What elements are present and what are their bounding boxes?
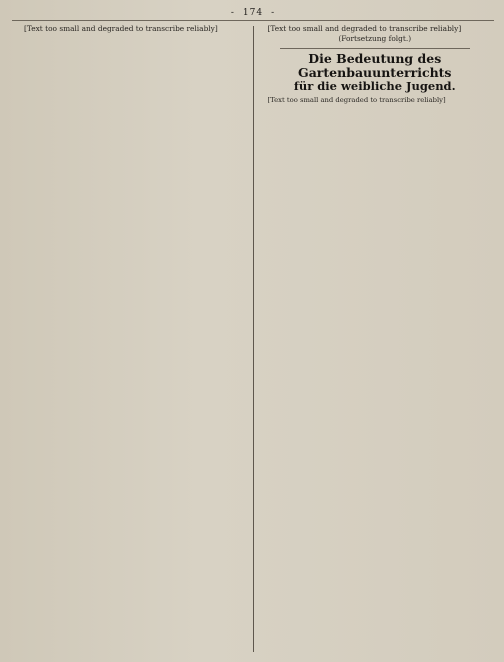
section-divider-rule [280,48,471,49]
page-header [12,6,494,21]
left-paragraph: [Text too small and degraded to transcribe reliably] [24,24,218,33]
page-number: 174 [242,8,264,18]
continuation-note: (Fortsetzung folgt.) [338,34,412,44]
right-column [254,24,495,652]
two-column-body [12,24,494,652]
right-paragraph: [Text too small and degraded to transcribe reliably] [267,24,462,33]
section-title: Die Bedeutung des Gartenbauunterrichts [298,50,452,80]
section-subtitle: für die weibliche Jugend. [293,78,456,93]
header-right-mark: - [271,8,276,18]
section-paragraph: [Text too small and degraded to transcribe reliably] [267,95,446,104]
header-left-mark: - [230,8,235,18]
left-column [12,24,253,652]
